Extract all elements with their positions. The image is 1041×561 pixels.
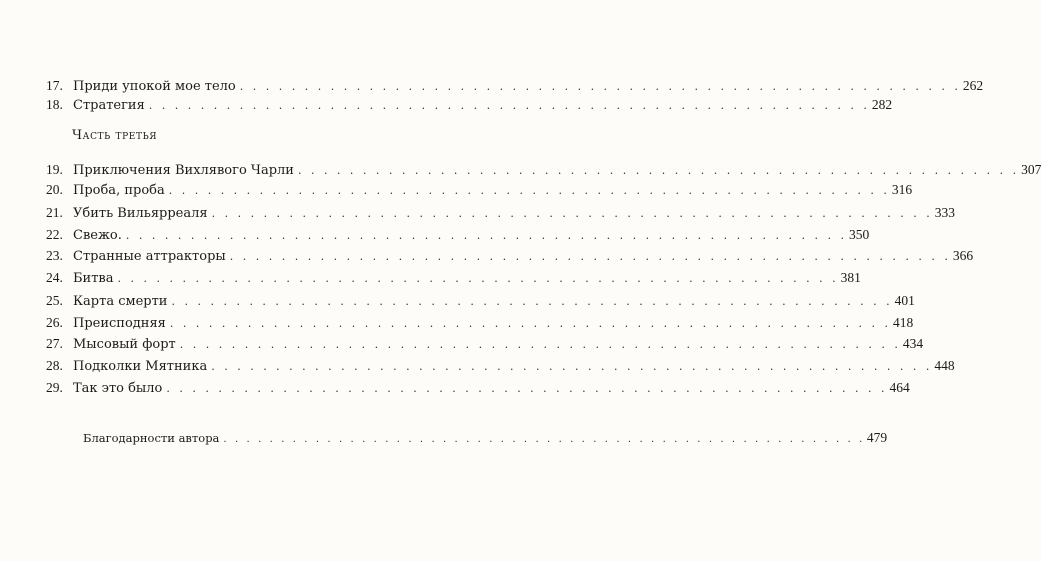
- chapter-title: Мысовый форт: [73, 337, 176, 352]
- page-number: 401: [894, 293, 915, 308]
- toc-entry[interactable]: [46, 227, 870, 244]
- toc-entry[interactable]: [46, 358, 955, 375]
- chapter-title: Странные аттракторы: [73, 249, 226, 264]
- page-number: 479: [866, 430, 888, 445]
- dot-leader: . . . . . . . . . . . . . . . . . . . . . . . . . . . . . . . . . . . . . . . . . . . . . . . . . . . . . . . .: [239, 80, 961, 93]
- chapter-number: 22.: [46, 227, 63, 242]
- dot-leader: . . . . . . . . . . . . . . . . . . . . . . . . . . . . . . . . . . . . . . . . . . . . . . . . . . . . . . . .: [171, 295, 893, 308]
- toc-entry[interactable]: [46, 182, 913, 199]
- chapter-title: Так это было: [73, 381, 163, 396]
- toc-entry[interactable]: [46, 78, 984, 95]
- page-number: 262: [962, 78, 984, 93]
- chapter-number: 25.: [46, 293, 63, 308]
- chapter-title: Приди упокой мое тело: [73, 79, 236, 94]
- chapter-number: 24.: [46, 270, 63, 285]
- chapter-title: Приключения Вихлявого Чарли: [73, 163, 294, 178]
- page-number: 307: [1021, 162, 1041, 177]
- toc-entry[interactable]: [46, 162, 1041, 179]
- chapter-title: Стратегия: [73, 98, 145, 113]
- toc-entry[interactable]: [46, 336, 924, 353]
- toc-entry[interactable]: [46, 293, 915, 310]
- chapter-number: 18.: [46, 97, 63, 112]
- page-number: 464: [889, 380, 910, 395]
- dot-leader: . . . . . . . . . . . . . . . . . . . . . . . . . . . . . . . . . . . . . . . . . . . . . . . . . . . . . . . .: [223, 434, 865, 445]
- chapter-number: 29.: [46, 380, 63, 395]
- page-number: 381: [840, 270, 861, 285]
- page-number: 418: [893, 315, 914, 330]
- dot-leader: . . . . . . . . . . . . . . . . . . . . . . . . . . . . . . . . . . . . . . . . . . . . . . . . . . . . . . . .: [179, 338, 901, 351]
- chapter-title: Проба, проба: [73, 183, 165, 198]
- chapter-title: Подколки Мятника: [73, 359, 208, 374]
- dot-leader: . . . . . . . . . . . . . . . . . . . . . . . . . . . . . . . . . . . . . . . . . . . . . . . . . . . . . . . .: [117, 272, 839, 285]
- dot-leader: . . . . . . . . . . . . . . . . . . . . . . . . . . . . . . . . . . . . . . . . . . . . . . . . . . . . . . . .: [229, 250, 951, 263]
- dot-leader: . . . . . . . . . . . . . . . . . . . . . . . . . . . . . . . . . . . . . . . . . . . . . . . . . . . . . . . .: [168, 184, 890, 197]
- page-number: 316: [891, 182, 913, 197]
- page-number: 434: [902, 336, 924, 351]
- chapter-number: 28.: [46, 358, 63, 373]
- part-heading: Часть третья: [72, 128, 158, 143]
- page-number: 282: [871, 97, 893, 112]
- acknowledgements-title: Благодарности автора: [83, 431, 220, 445]
- chapter-title: Битва: [73, 271, 114, 286]
- chapter-number: 27.: [46, 336, 63, 351]
- chapter-title: Карта смерти: [73, 294, 168, 309]
- chapter-title: Убить Вильярреаля: [73, 206, 208, 221]
- page-number: 333: [934, 205, 955, 220]
- chapter-number: 26.: [46, 315, 63, 330]
- page-number: 350: [849, 227, 870, 242]
- toc-entry[interactable]: [46, 205, 955, 222]
- toc-entry-acknowledgements[interactable]: [83, 430, 888, 446]
- dot-leader: . . . . . . . . . . . . . . . . . . . . . . . . . . . . . . . . . . . . . . . . . . . . . . . . . . . . . . . .: [166, 382, 888, 395]
- toc-entry[interactable]: [46, 315, 914, 332]
- chapter-number: 21.: [46, 205, 63, 220]
- dot-leader: . . . . . . . . . . . . . . . . . . . . . . . . . . . . . . . . . . . . . . . . . . . . . . . . . . . . . . . .: [211, 360, 933, 373]
- page-number: 448: [934, 358, 955, 373]
- dot-leader: . . . . . . . . . . . . . . . . . . . . . . . . . . . . . . . . . . . . . . . . . . . . . . . . . . . . . . . .: [297, 164, 1020, 177]
- toc-entry[interactable]: [46, 270, 861, 287]
- chapter-number: 20.: [46, 182, 63, 197]
- chapter-number: 23.: [46, 248, 63, 263]
- chapter-number: 19.: [46, 162, 63, 177]
- dot-leader: . . . . . . . . . . . . . . . . . . . . . . . . . . . . . . . . . . . . . . . . . . . . . . . . . . . . . . . .: [211, 207, 933, 220]
- toc-entry[interactable]: [46, 248, 974, 265]
- toc-entry[interactable]: [46, 380, 910, 397]
- dot-leader: . . . . . . . . . . . . . . . . . . . . . . . . . . . . . . . . . . . . . . . . . . . . . . . . . . . . . . . .: [125, 229, 848, 242]
- chapter-number: 17.: [46, 78, 63, 93]
- dot-leader: . . . . . . . . . . . . . . . . . . . . . . . . . . . . . . . . . . . . . . . . . . . . . . . . . . . . . . . .: [148, 99, 870, 112]
- chapter-title: Свежо.: [73, 228, 122, 243]
- page-number: 366: [952, 248, 974, 263]
- chapter-title: Преисподняя: [73, 316, 166, 331]
- toc-entry[interactable]: [46, 97, 893, 114]
- dot-leader: . . . . . . . . . . . . . . . . . . . . . . . . . . . . . . . . . . . . . . . . . . . . . . . . . . . . . . . .: [169, 317, 891, 330]
